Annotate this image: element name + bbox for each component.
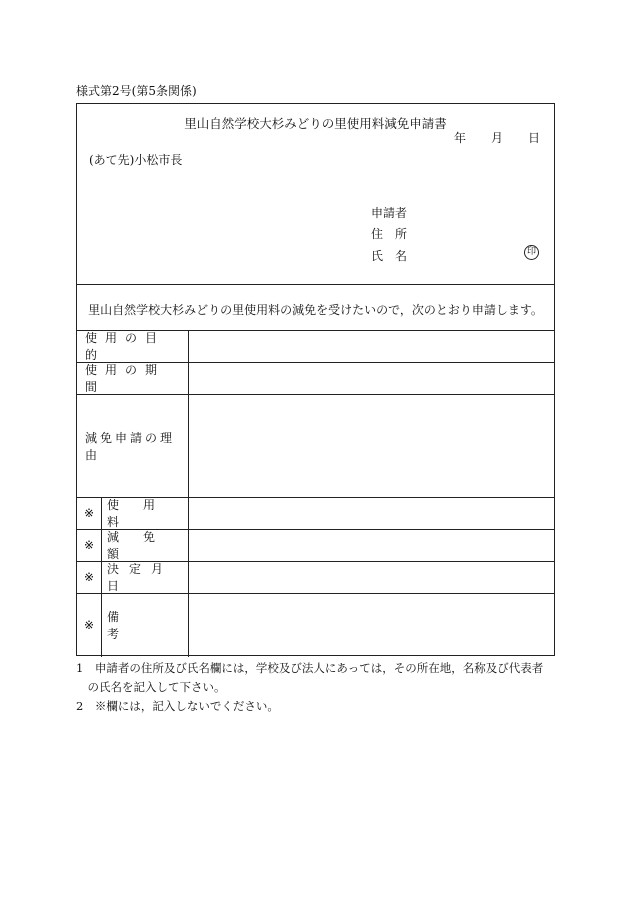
remarks-mark: ※ <box>83 618 95 632</box>
note-2: 2 ※欄には，記入しないでください。 <box>76 699 279 713</box>
applicant-label: 申請者 <box>371 206 408 220</box>
reason-label: 減免申請の理由 <box>85 430 176 462</box>
application-statement: 里山自然学校大杉みどりの里使用料の減免を受けたいので，次のとおり申請します。 <box>88 303 543 317</box>
year-label: 年 <box>454 131 467 145</box>
month-label: 月 <box>491 131 504 145</box>
fee-mark: ※ <box>83 506 95 520</box>
form-title: 里山自然学校大杉みどりの里使用料減免申請書 <box>184 116 447 131</box>
day-label: 日 <box>528 131 541 145</box>
note-1: 1 申請者の住所及び氏名欄には，学校及び法人にあっては，その所在地，名称及び代表者 <box>76 661 544 675</box>
remarks-label: 備考 <box>107 610 170 641</box>
purpose-label: 使用の目的 <box>85 331 166 362</box>
seal-mark: 印 <box>524 245 539 260</box>
name-label: 氏 名 <box>371 249 408 263</box>
application-form <box>76 103 555 656</box>
reduction-mark: ※ <box>83 538 95 552</box>
note-1-continued: の氏名を記入して下さい。 <box>76 680 226 694</box>
addressee: (あて先)小松市長 <box>89 153 183 167</box>
fee-label: 使用料 <box>107 498 180 529</box>
form-label: 様式第2号(第5条関係) <box>76 84 197 98</box>
decision-date-mark: ※ <box>83 570 95 584</box>
address-label: 住 所 <box>371 227 408 241</box>
reduction-amount-label: 減免額 <box>107 530 180 561</box>
period-label: 使用の期間 <box>85 363 166 394</box>
decision-date-label: 決定月日 <box>107 562 174 593</box>
